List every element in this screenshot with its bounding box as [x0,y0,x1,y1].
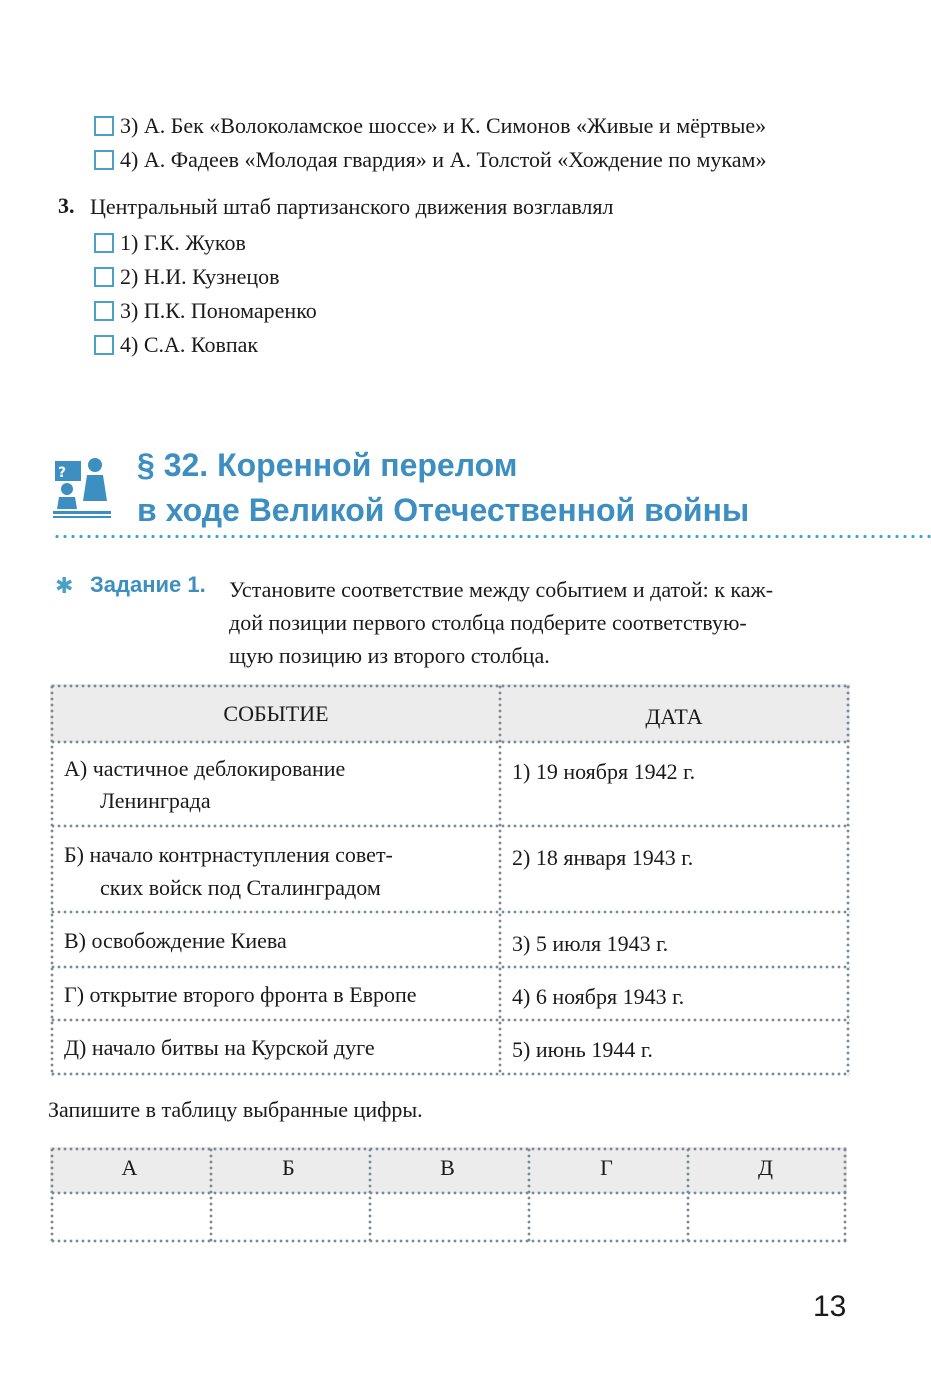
option-label: 3) П.К. Пономаренко [120,298,317,323]
event-cell: Г) открытие второго фронта в Европе [64,982,417,1007]
answer-header-b: Б [282,1155,295,1180]
answer-header-g: Г [600,1155,613,1180]
table-border [50,1239,847,1243]
option-checkbox-row[interactable] [94,113,766,139]
option-checkbox-row[interactable] [94,147,766,173]
question-text: Центральный штаб партизанского движения возглавлял [90,194,614,219]
event-cell-cont: ских войск под Сталинградом [100,875,381,900]
checkbox[interactable] [94,301,114,321]
table-border [50,1072,850,1076]
write-instruction: Запишите в таблицу выбранные цифры. [48,1097,423,1122]
option-label: 2) Н.И. Кузнецов [120,264,280,289]
option-checkbox-row[interactable] [94,230,246,256]
table-border [50,740,850,744]
checkbox[interactable] [94,233,114,253]
column-header-event: СОБЫТИЕ [223,701,329,726]
checkbox[interactable] [94,150,114,170]
table-border [498,684,502,1076]
table-border [50,1147,847,1151]
answer-table [50,1147,847,1243]
date-cell: 2) 18 января 1943 г. [512,845,694,870]
event-cell-cont: Ленинграда [100,788,211,813]
answer-header-v: В [440,1155,455,1180]
option-label: 4) С.А. Ковпак [120,332,259,357]
task-text-line: дой позиции первого столбца подберите соответствую- [229,610,747,635]
table-border [50,1191,847,1195]
option-checkbox-row[interactable] [94,298,317,324]
page-number: 13 [813,1290,847,1323]
table-border [846,684,850,1076]
section-illustration-icon [53,453,111,519]
table-border [50,824,850,828]
task-text-line: Установите соответствие между событием и датой: к каж- [229,577,774,602]
section-title-line2: в ходе Великой Отечественной войны [137,492,750,528]
option-checkbox-row[interactable] [94,332,258,358]
question-number: 3. [58,193,75,218]
matching-table [50,684,850,1076]
table-border [50,684,850,688]
answer-header-a: А [121,1155,138,1180]
table-border [50,1018,850,1022]
checkbox[interactable] [94,116,114,136]
event-cell: Б) начало контрнаступления совет- [64,842,393,867]
checkbox[interactable] [94,267,114,287]
task-text-line: щую позицию из второго столбца. [229,643,550,668]
event-cell: Д) начало битвы на Курской дуге [64,1035,375,1060]
date-cell: 3) 5 июля 1943 г. [512,931,669,956]
date-cell: 1) 19 ноября 1942 г. [512,759,696,784]
svg-text:?: ? [58,465,67,481]
asterisk-icon: ✱ [55,574,74,599]
event-cell: А) частичное деблокирование [64,756,346,781]
table-border [50,910,850,914]
table-border [50,684,54,1076]
event-cell: В) освобождение Киева [64,928,287,953]
option-label: 4) А. Фадеев «Молодая гвардия» и А. Толстой «Хождение по мукам» [120,147,767,172]
option-label: 3) А. Бек «Волоколамское шоссе» и К. Симонов «Живые и мёртвые» [120,113,767,138]
option-label: 1) Г.К. Жуков [120,230,246,255]
section-title-line1: § 32. Коренной перелом [137,447,518,483]
task-label: Задание 1. [90,572,206,597]
column-header-date: ДАТА [645,704,703,729]
option-checkbox-row[interactable] [94,264,280,290]
date-cell: 5) июнь 1944 г. [512,1037,653,1062]
section-divider [53,534,931,539]
date-cell: 4) 6 ноября 1943 г. [512,984,685,1009]
checkbox[interactable] [94,335,114,355]
table-border [50,965,850,969]
answer-header-d: Д [757,1155,773,1180]
